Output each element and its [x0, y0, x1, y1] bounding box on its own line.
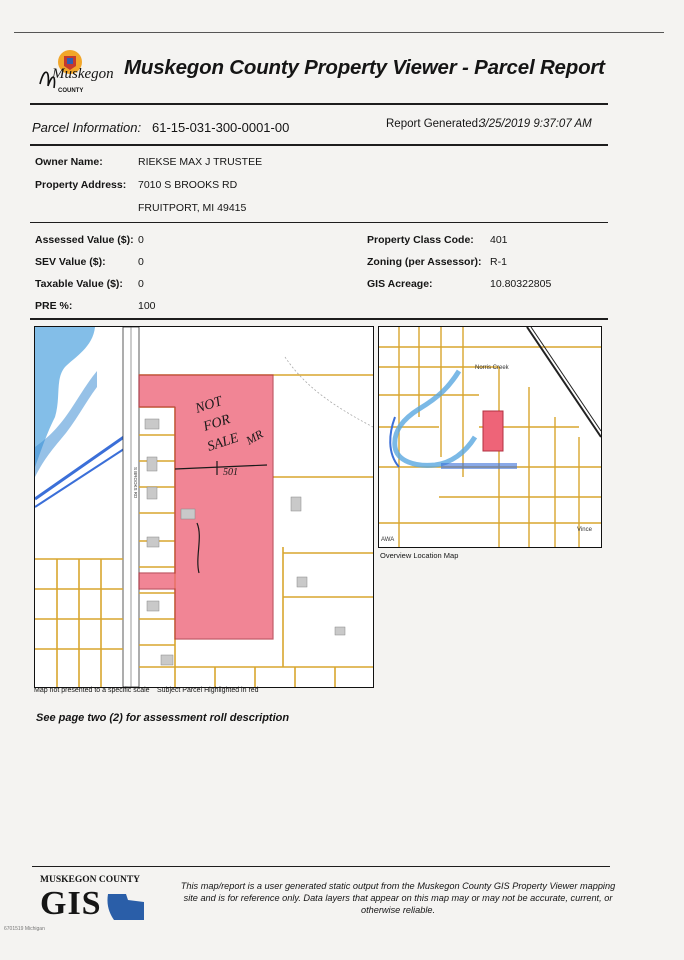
property-address-line2: FRUITPORT, MI 49415: [138, 202, 247, 214]
parcel-rule: [30, 144, 608, 146]
property-class-label: Property Class Code:: [367, 234, 474, 246]
owner-rule: [30, 222, 608, 223]
taxable-value: 0: [138, 278, 144, 290]
handwriting-not: NOT: [193, 394, 225, 417]
gis-logo-text: GIS: [40, 885, 102, 922]
gis-acreage-label: GIS Acreage:: [367, 278, 433, 290]
pre-value: 100: [138, 300, 156, 312]
handwriting-for: FOR: [201, 412, 233, 435]
assessed-value: 0: [138, 234, 144, 246]
assessed-value-label: Assessed Value ($):: [35, 234, 134, 246]
overview-label-corner: AWA: [381, 537, 395, 543]
county-shape-icon: [104, 892, 148, 922]
values-rule: [30, 318, 608, 320]
gis-acreage-value: 10.80322805: [490, 278, 552, 290]
overview-caption: Overview Location Map: [380, 551, 459, 560]
parcel-map: [34, 326, 374, 688]
taxable-value-label: Taxable Value ($):: [35, 278, 123, 290]
map-scale-caption: Map not presented to a specific scale: [34, 687, 150, 694]
handwriting-sale: SALE: [205, 430, 241, 455]
handwriting-dimension: 501: [223, 467, 238, 478]
handwriting-initials: MR: [243, 426, 266, 448]
report-generated-date: 3/25/2019 9:37:07 AM: [479, 118, 592, 130]
top-edge-line: [14, 32, 664, 33]
overview-label-creek: Norris Creek: [475, 365, 509, 371]
page-title: Muskegon County Property Viewer - Parcel Report: [124, 56, 605, 79]
owner-name-label: Owner Name:: [35, 156, 103, 168]
logo-subtext: COUNTY: [58, 88, 84, 94]
parcel-info-label: Parcel Information:: [32, 120, 142, 135]
overview-map: [378, 326, 602, 548]
sev-value: 0: [138, 256, 144, 268]
parcel-number: 61-15-031-300-0001-00: [152, 120, 290, 135]
logo-wordmark: Muskegon: [52, 66, 114, 82]
property-class-code: 401: [490, 234, 508, 246]
gis-logo-top: MUSKEGON COUNTY: [40, 875, 141, 885]
sev-value-label: SEV Value ($):: [35, 256, 106, 268]
watermark-tiny: 6701519 Michigan: [4, 926, 45, 932]
overview-label-street: Vince: [577, 527, 592, 533]
pre-label: PRE %:: [35, 300, 73, 312]
zoning-value: R-1: [490, 256, 507, 268]
property-address-label: Property Address:: [35, 179, 127, 191]
disclaimer: This map/report is a user generated static output from the Muskegon County GIS Property Viewer mapping site and is for reference only. Data layers that appear on this map may or may not be accurate, current, or otherwise reliable.: [180, 881, 616, 915]
title-rule: [30, 103, 608, 105]
road-label: S BROOKS RD: [133, 467, 138, 499]
map-highlight-caption: Subject Parcel Highlighted in red: [157, 687, 259, 694]
report-generated-label: Report Generated:: [386, 118, 482, 130]
owner-name: RIEKSE MAX J TRUSTEE: [138, 156, 263, 168]
property-address-line1: 7010 S BROOKS RD: [138, 179, 238, 191]
footer-rule: [32, 866, 610, 867]
zoning-label: Zoning (per Assessor):: [367, 256, 482, 268]
page-two-note: See page two (2) for assessment roll description: [36, 712, 290, 724]
